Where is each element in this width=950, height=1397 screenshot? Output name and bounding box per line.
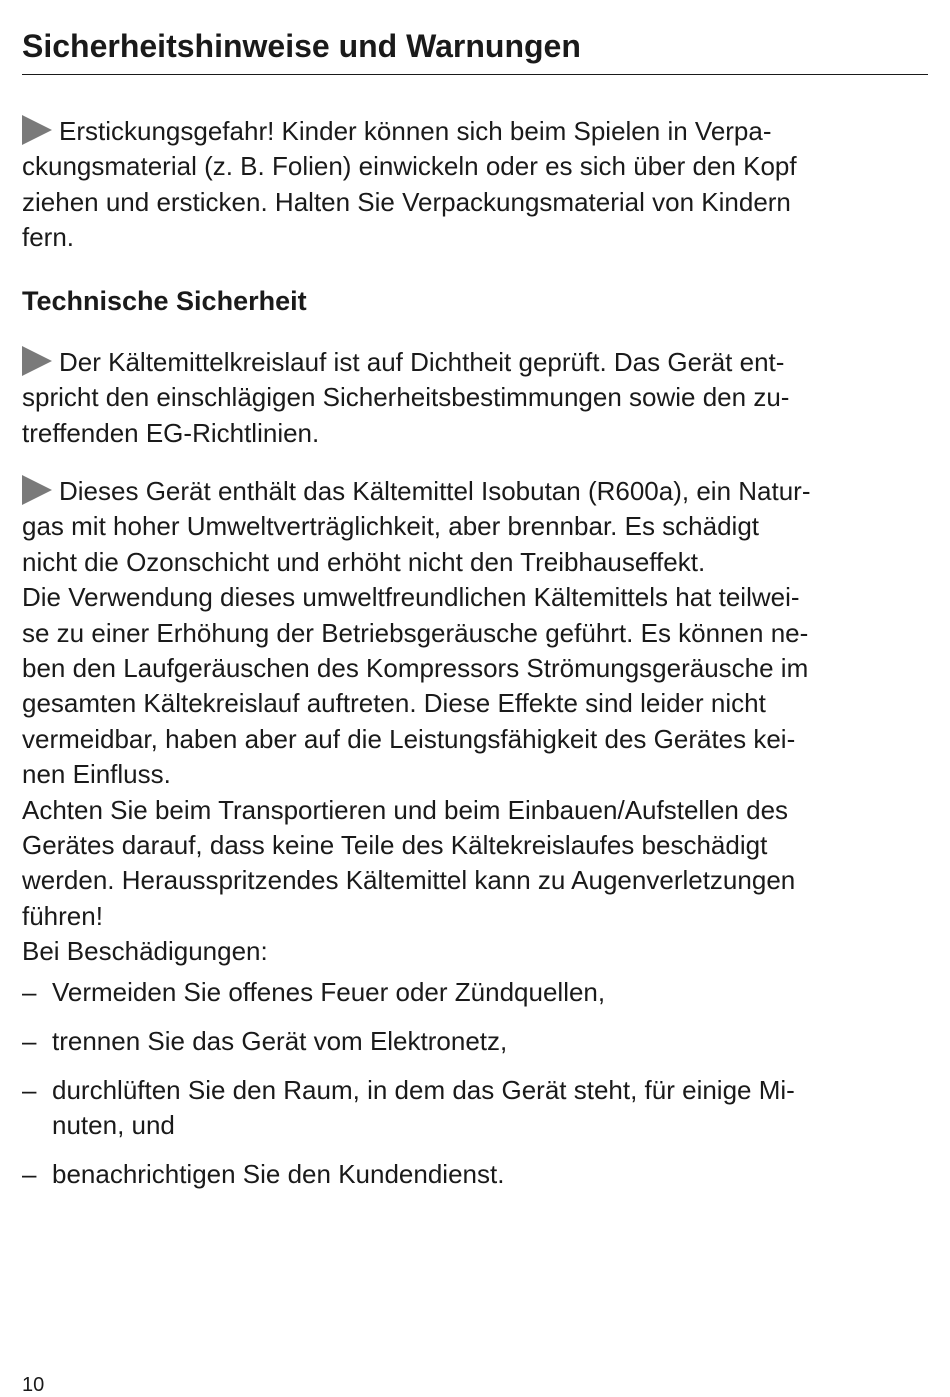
paragraph-line: führen! xyxy=(22,900,103,931)
paragraph-line: ckungsmaterial (z. B. Folien) einwickeln oder es sich über den Kopf xyxy=(22,151,797,182)
refrigerant-paragraph xyxy=(22,474,928,970)
paragraph-line: nicht die Ozonschicht und erhöht nicht den Treibhauseffekt. xyxy=(22,546,706,577)
list-item xyxy=(22,1157,928,1192)
paragraph-line: ben den Laufgeräuschen des Kompressors Strömungsgeräusche im xyxy=(22,653,809,684)
paragraph-line: spricht den einschlägigen Sicherheitsbestimmungen sowie den zu- xyxy=(22,382,790,413)
list-item-text: durchlüften Sie den Raum, in dem das Gerät steht, für einige Mi- xyxy=(52,1075,795,1105)
paragraph-line: ziehen und ersticken. Halten Sie Verpackungsmaterial von Kindern xyxy=(22,186,791,217)
list-item xyxy=(22,975,928,1010)
section-heading-technical-safety: Technische Sicherheit xyxy=(22,286,307,316)
page-number: 10 xyxy=(22,1374,45,1396)
triangle-right-icon xyxy=(22,115,52,145)
paragraph-line: gesamten Kältekreislauf auftreten. Diese Effekte sind leider nicht xyxy=(22,688,766,719)
triangle-right-icon xyxy=(22,346,52,376)
title-divider xyxy=(22,74,928,75)
paragraph-line: nen Einfluss. xyxy=(22,759,171,790)
dash-bullet: – xyxy=(22,1026,37,1056)
list-item-text: Vermeiden Sie offenes Feuer oder Zündquellen, xyxy=(52,977,606,1007)
suffocation-warning-paragraph xyxy=(22,114,928,256)
paragraph-line: gas mit hoher Umweltverträglichkeit, aber brennbar. Es schädigt xyxy=(22,511,760,542)
leak-tested-paragraph xyxy=(22,345,928,451)
dash-bullet: – xyxy=(22,977,37,1007)
page-title: Sicherheitshinweise und Warnungen xyxy=(22,28,581,64)
triangle-right-icon xyxy=(22,475,52,505)
paragraph-line: Achten Sie beim Transportieren und beim Einbauen/Aufstellen des xyxy=(22,794,789,825)
dash-bullet: – xyxy=(22,1159,37,1189)
paragraph-line: Die Verwendung dieses umweltfreundlichen Kältemittels hat teilwei- xyxy=(22,582,800,613)
list-item xyxy=(22,1024,928,1059)
paragraph-line: Bei Beschädigungen: xyxy=(22,936,268,967)
list-item-text: trennen Sie das Gerät vom Elektronetz, xyxy=(52,1026,508,1056)
paragraph-line: werden. Herausspritzendes Kältemittel kann zu Augenverletzungen xyxy=(22,865,796,896)
list-item xyxy=(22,1073,928,1144)
paragraph-line: Der Kältemittelkreislauf ist auf Dichtheit geprüft. Das Gerät ent- xyxy=(22,345,928,380)
paragraph-line: Dieses Gerät enthält das Kältemittel Isobutan (R600a), ein Natur- xyxy=(22,474,928,509)
paragraph-line: Gerätes darauf, dass keine Teile des Kältekreislaufes beschädigt xyxy=(22,830,768,861)
list-item-text: benachrichtigen Sie den Kundendienst. xyxy=(52,1159,505,1189)
paragraph-line: se zu einer Erhöhung der Betriebsgeräusche geführt. Es können ne- xyxy=(22,617,809,648)
paragraph-line: vermeidbar, haben aber auf die Leistungsfähigkeit des Gerätes kei- xyxy=(22,723,796,754)
paragraph-line: Erstickungsgefahr! Kinder können sich beim Spielen in Verpa- xyxy=(22,114,928,149)
dash-bullet: – xyxy=(22,1075,37,1105)
paragraph-line: treffenden EG-Richtlinien. xyxy=(22,417,320,448)
list-item-text: nuten, und xyxy=(52,1110,175,1141)
paragraph-line: fern. xyxy=(22,222,75,253)
